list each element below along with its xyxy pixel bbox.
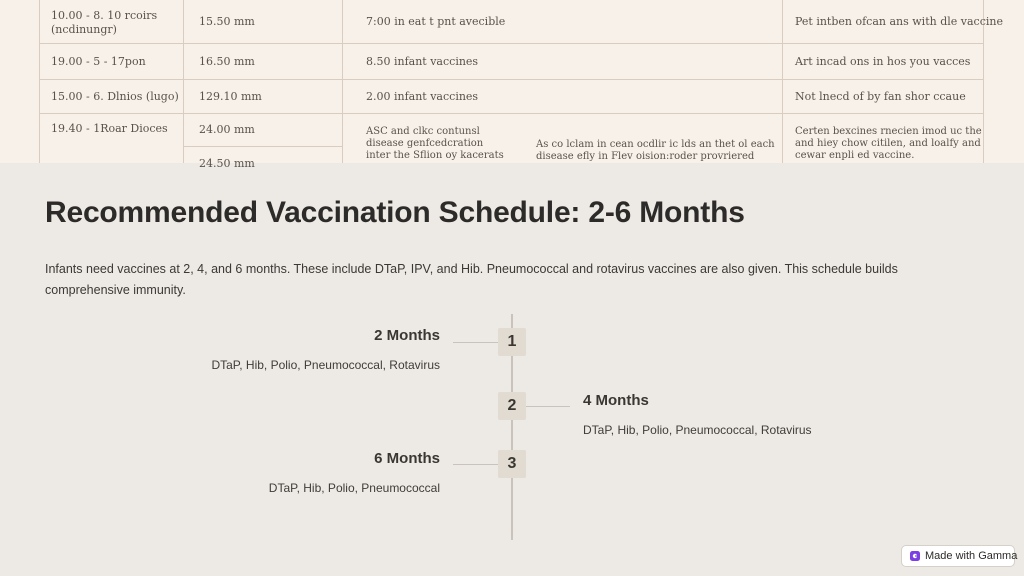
hero-cell: 24.50 mm	[199, 157, 255, 170]
step-description: DTaP, Hib, Polio, Pneumococcal, Rotavirus	[211, 358, 440, 372]
hero-cell: Certen bexcines rnecien imod uc the and hiey chow citilen, and loalfy and cewar enpli ed vaccine.	[795, 126, 982, 161]
hero-cell: Pet intben ofcan ans with dle vaccine	[795, 15, 1003, 28]
gamma-logo-icon	[910, 551, 920, 561]
hero-cell: 15.00 - 6. Dlnios (lugo)	[51, 90, 179, 103]
step-number: 1	[507, 333, 517, 350]
hero-cell: 8.50 infant vaccines	[366, 55, 479, 68]
step-title: 6 Months	[374, 450, 440, 467]
timeline-connector	[453, 464, 498, 465]
hero-cell: 16.50 mm	[199, 55, 255, 68]
hero-cell: Art incad ons in hos you vacces	[795, 55, 971, 68]
step-number-box	[498, 328, 526, 356]
hero-cell: ASC and clkc contunsl disease genfcedcration inter the Sflion oy kacerats	[366, 126, 504, 161]
hero-cell: 129.10 mm	[199, 90, 262, 103]
hero-cell: 19.00 - 5 - 17pon	[51, 55, 146, 68]
intro-paragraph: Infants need vaccines at 2, 4, and 6 months. These include DTaP, IPV, and Hib. Pneumococcal and rotavirus vaccines are also given. This schedule builds comprehensive immunity.	[45, 262, 898, 297]
timeline-connector	[453, 342, 498, 343]
step-title: 2 Months	[374, 327, 440, 344]
step-number-box	[498, 450, 526, 478]
hero-cell: 2.00 infant vaccines	[366, 90, 479, 103]
step-description: DTaP, Hib, Polio, Pneumococcal	[268, 481, 440, 495]
step-title: 4 Months	[583, 392, 649, 409]
step-number: 3	[507, 455, 517, 472]
step-number-box	[498, 392, 526, 420]
hero-cell: As co lclam in cean ocdlir ic lds an thet ol each disease efly in Flev oision:roder provriered	[536, 139, 775, 162]
hero-cell: Not lnecd of by fan shor ccaue	[795, 90, 966, 103]
hero-cell: 7:00 in eat t pnt avecible	[366, 15, 506, 28]
hero-cell: 10.00 - 8. 10 rcoirs (ncdinungr)	[51, 9, 158, 36]
hero-cell: 15.50 mm	[199, 15, 255, 28]
hero-paper-table	[39, 0, 1003, 170]
step-number: 2	[507, 397, 517, 414]
timeline-connector	[526, 406, 570, 407]
badge-label: Made with Gamma	[925, 550, 1018, 562]
hero-image	[0, 0, 1024, 170]
hero-cell: 19.40 - 1Roar Dioces	[51, 122, 168, 135]
hero-cell: 24.00 mm	[199, 123, 255, 136]
made-with-gamma-badge[interactable]	[901, 545, 1018, 567]
page-title: Recommended Vaccination Schedule: 2-6 Months	[45, 196, 745, 229]
step-description: DTaP, Hib, Polio, Pneumococcal, Rotavirus	[583, 423, 812, 437]
